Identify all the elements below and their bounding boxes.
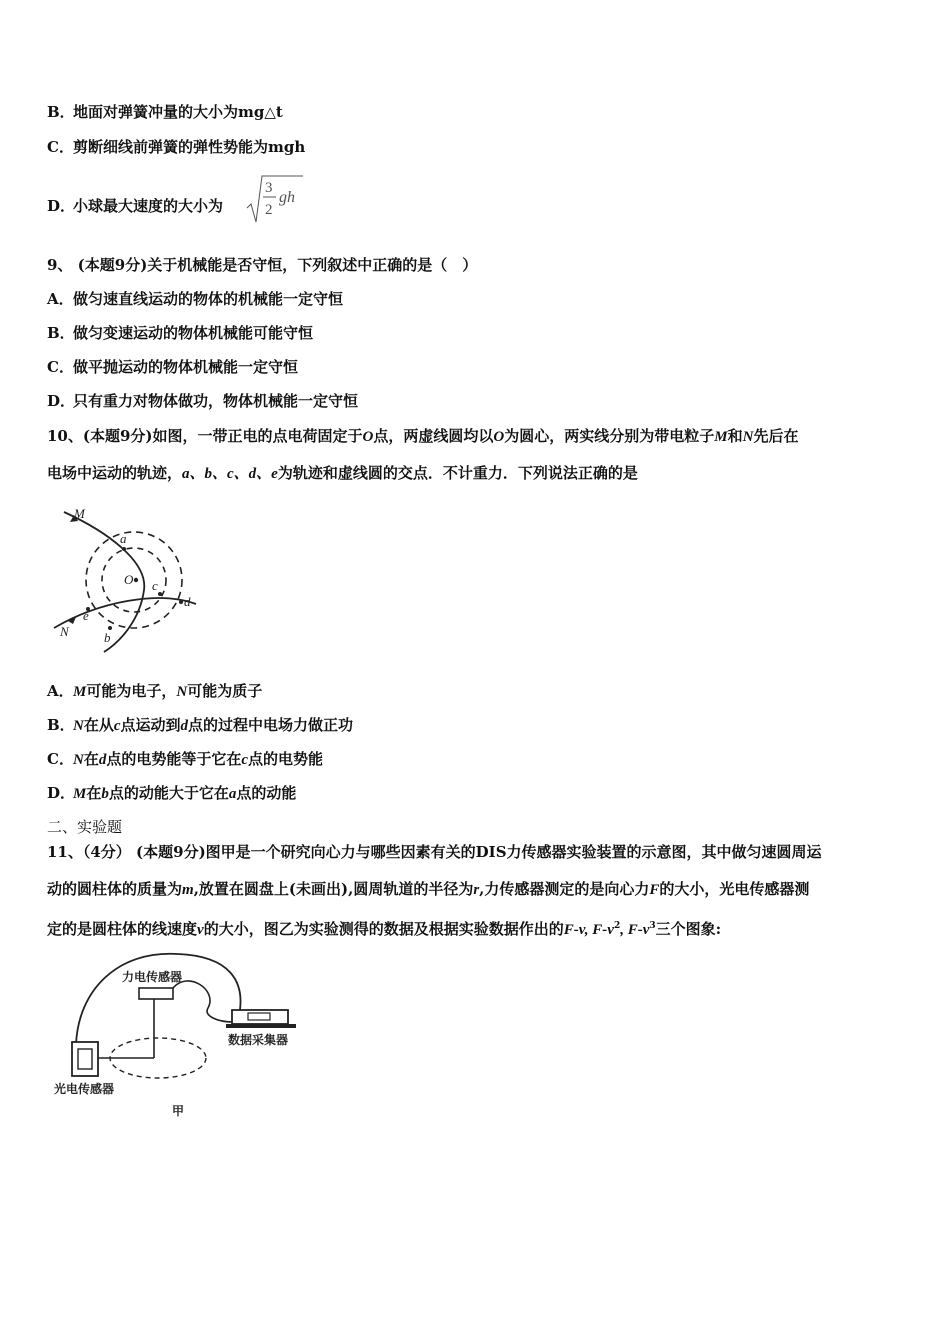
var-v: v [197, 922, 204, 938]
photo-sensor-box [72, 1042, 98, 1076]
point-d [179, 600, 183, 604]
option-var: N [73, 752, 84, 768]
option-var: c [113, 718, 121, 734]
label-m: M [74, 506, 85, 521]
option-var: d [180, 718, 189, 734]
option-text: 做匀速直线运动的物体的机械能一定守恒 [73, 290, 344, 308]
q11-stem-line1: 11、（4分） (本题9分)图甲是一个研究向心力与哪些因素有关的DIS力传感器实验装置的示意图，其中做匀速圆周运 [47, 843, 822, 861]
q10-option-c [47, 749, 323, 770]
q10-stem-line1 [47, 426, 798, 447]
stem-text: 三个图象: [655, 920, 722, 938]
q8-option-c [47, 137, 305, 157]
stem-text: 先后在 [753, 427, 799, 445]
formula-numerator: 3 [265, 180, 273, 196]
option-var: a [228, 786, 237, 802]
option-var: N [73, 718, 84, 734]
option-text: 点的动能大于它在 [108, 784, 229, 802]
label-o: O [124, 572, 134, 587]
stem-text: ,力传感器测定的是向心力 [479, 880, 650, 898]
option-label: D． [47, 784, 76, 802]
var-m: m [182, 882, 194, 898]
var-f: F [649, 882, 660, 898]
q9-stem: 9、 (本题9分)关于机械能是否守恒，下列叙述中正确的是（ ） [47, 256, 478, 274]
stem-text: 为轨迹和虚线圆的交点．不计重力．下列说法正确的是 [277, 464, 638, 482]
option-text: 可能为电子， [86, 682, 177, 700]
superscript: 2 [613, 921, 621, 931]
label-c: c [152, 578, 158, 593]
section-heading: 二、实验题 [47, 818, 123, 836]
option-label: B． [47, 716, 75, 734]
superscript: 3 [649, 921, 656, 931]
label-force-sensor: 力电传感器 [122, 970, 183, 984]
option-text: 剪断细线前弹簧的弹性势能为mgh [73, 138, 306, 156]
var-r: r [473, 882, 480, 898]
stem-text: 定的是圆柱体的线速度 [47, 920, 198, 938]
option-text: 点的过程中电场力做正功 [188, 716, 354, 734]
q9-option-c [47, 357, 298, 377]
option-label: B． [47, 324, 75, 342]
label-a: a [120, 531, 127, 546]
var-n: N [742, 429, 754, 445]
point-a [122, 547, 126, 551]
option-text: 在 [86, 784, 102, 802]
option-text: 点运动到 [120, 716, 181, 734]
option-text: 点的动能 [236, 784, 297, 802]
q10-stem-line2 [47, 463, 638, 484]
option-label: A． [47, 682, 74, 700]
label-d: d [184, 594, 191, 609]
option-label: A． [47, 290, 74, 308]
option-text: 地面对弹簧冲量的大小为mg△t [73, 103, 283, 121]
label-photo-sensor: 光电传感器 [54, 1082, 115, 1096]
option-text: 在 [83, 750, 99, 768]
cable-force-to-collector [173, 981, 233, 1022]
option-label: B． [47, 103, 75, 121]
option-var: N [176, 684, 188, 700]
stem-text: 的大小，图乙为实验测得的数据及根据实验数据作出的 [203, 920, 564, 938]
option-text: 点的电势能 [248, 750, 324, 768]
charge-o-dot [134, 578, 138, 582]
data-collector-box [232, 1010, 288, 1024]
formula-variable: gh [279, 189, 295, 206]
option-label: C． [47, 750, 74, 768]
stem-text: 10、(本题9分)如图，一带正电的点电荷固定于 [47, 427, 363, 445]
q11-apparatus-figure [48, 950, 318, 1120]
q9-option-b [47, 323, 313, 343]
option-var: d [98, 752, 107, 768]
q9-option-d [47, 391, 358, 411]
q8-option-b [47, 102, 283, 122]
option-var: c [241, 752, 249, 768]
stem-text: ,放置在圆盘上(未画出),圆周轨道的半径为 [193, 880, 474, 898]
option-text: 只有重力对物体做功，物体机械能一定守恒 [73, 392, 359, 410]
option-label: D． [47, 197, 76, 215]
option-text: 做匀变速运动的物体机械能可能守恒 [73, 324, 314, 342]
label-data-collector: 数据采集器 [228, 1033, 289, 1047]
option-var: b [101, 786, 109, 802]
stem-text: 为圆心，两实线分别为带电粒子 [504, 427, 715, 445]
var-m: M [714, 429, 728, 445]
q11-stem-line2 [47, 879, 809, 900]
option-text: 点的电势能等于它在 [106, 750, 242, 768]
sqrt-formula [245, 170, 305, 226]
q9-option-a [47, 289, 343, 309]
formula-denominator: 2 [265, 202, 273, 218]
var-o: O [362, 429, 374, 445]
option-var: M [73, 684, 87, 700]
var-o: O [493, 429, 505, 445]
option-label: D． [47, 392, 76, 410]
point-c [158, 592, 162, 596]
stem-text: 的大小，光电传感器测 [659, 880, 810, 898]
option-text: 可能为质子 [187, 682, 263, 700]
var-points: a、b、c、d、e [182, 466, 278, 482]
option-label: C． [47, 358, 74, 376]
q8-option-d [47, 196, 223, 216]
option-text: 在从 [83, 716, 114, 734]
label-e: e [83, 608, 89, 623]
q10-option-b [47, 715, 353, 736]
force-sensor-box [139, 988, 173, 999]
option-var: M [73, 786, 87, 802]
q10-option-a [47, 681, 262, 702]
stem-text: 点，两虚线圆均以 [373, 427, 494, 445]
q10-field-figure [48, 502, 218, 662]
stem-text: 和 [727, 427, 743, 445]
stem-text: 动的圆柱体的质量为 [47, 880, 183, 898]
label-n: N [60, 624, 69, 639]
figure-caption: 甲 [172, 1104, 185, 1118]
q11-stem-line3 [47, 916, 721, 940]
option-text: 小球最大速度的大小为 [73, 197, 224, 215]
stem-text: 电场中运动的轨迹， [47, 464, 183, 482]
q10-option-d [47, 783, 296, 804]
graph-names: F-v, F-v [563, 922, 614, 938]
option-label: C． [47, 138, 74, 156]
graph-names: , F-v [620, 922, 650, 938]
label-b: b [104, 630, 111, 645]
trajectory-n [54, 598, 196, 628]
option-text: 做平抛运动的物体机械能一定守恒 [73, 358, 299, 376]
